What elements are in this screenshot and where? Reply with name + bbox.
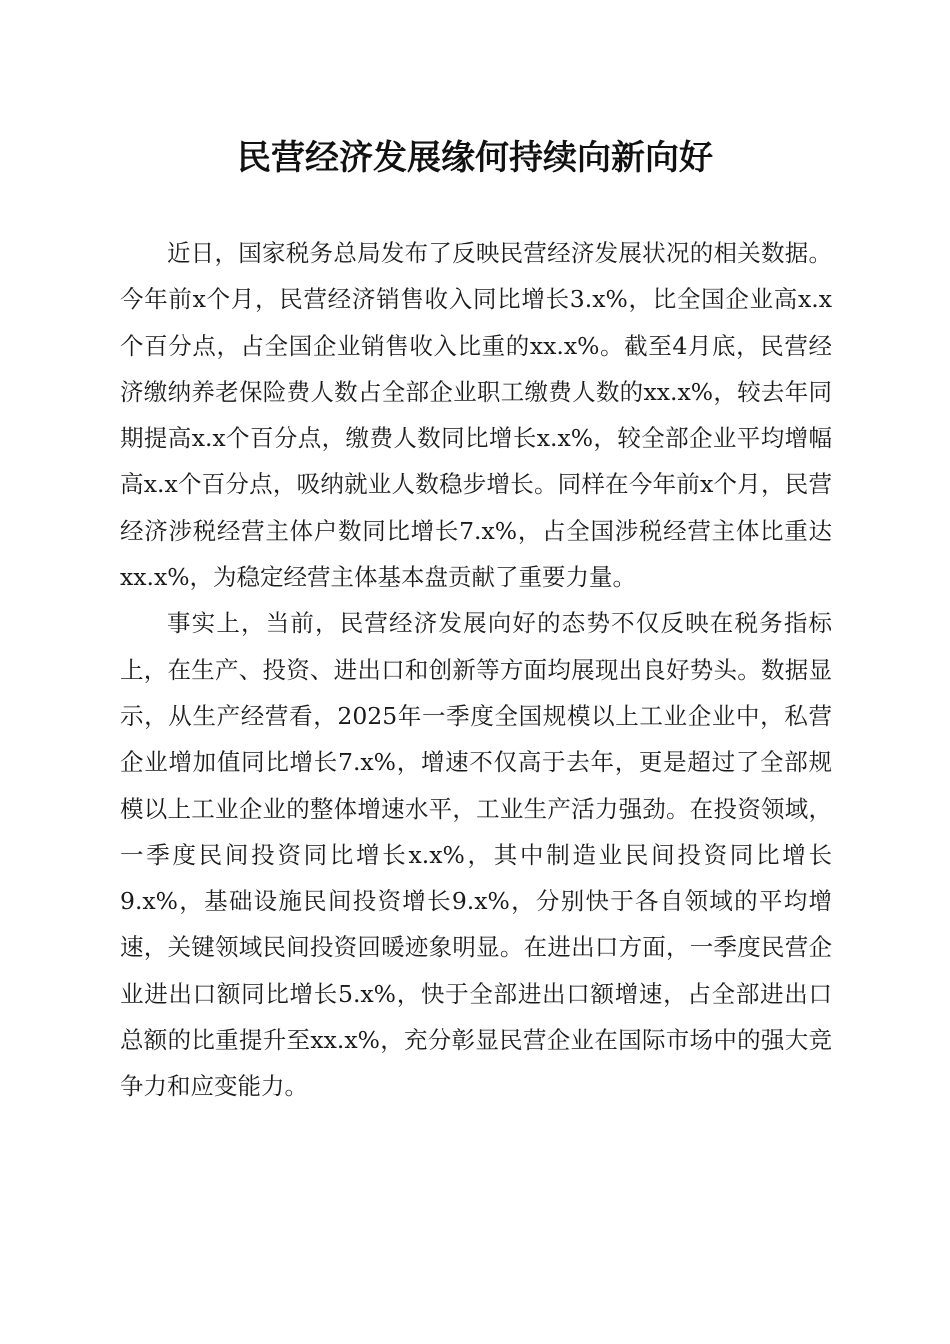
- paragraph-2: 事实上，当前，民营经济发展向好的态势不仅反映在税务指标上，在生产、投资、进出口和创新等方面均展现出良好势头。数据显示，从生产经营看，2025年一季度全国规模以上工业企业中，私营企业增加值同比增长7.x%，增速不仅高于去年，更是超过了全部规模以上工业企业的整体增速水平，工业生产活力强劲。在投资领域，一季度民间投资同比增长x.x%，其中制造业民间投资同比增长9.x%，基础设施民间投资增长9.x%，分别快于各自领域的平均增速，关键领域民间投资回暖迹象明显。在进出口方面，一季度民营企业进出口额同比增长5.x%，快于全部进出口额增速，占全部进出口总额的比重提升至xx.x%，充分彰显民营企业在国际市场中的强大竞争力和应变能力。: [120, 609, 832, 1101]
- paragraph-1: 近日，国家税务总局发布了反映民营经济发展状况的相关数据。今年前x个月，民营经济销售收入同比增长3.x%，比全国企业高x.x个百分点，占全国企业销售收入比重的xx.x%。截至4月底，民营经济缴纳养老保险费人数占全部企业职工缴费人数的xx.x%，较去年同期提高x.x个百分点，缴费人数同比增长x.x%，较全部企业平均增幅高x.x个百分点，吸纳就业人数稳步增长。同样在今年前x个月，民营经济涉税经营主体户数同比增长7.x%，占全国涉税经营主体比重达xx.x%，为稳定经营主体基本盘贡献了重要力量。: [120, 239, 832, 592]
- page-title: 民营经济发展缘何持续向新向好: [237, 138, 713, 178]
- article-body: [120, 230, 832, 1110]
